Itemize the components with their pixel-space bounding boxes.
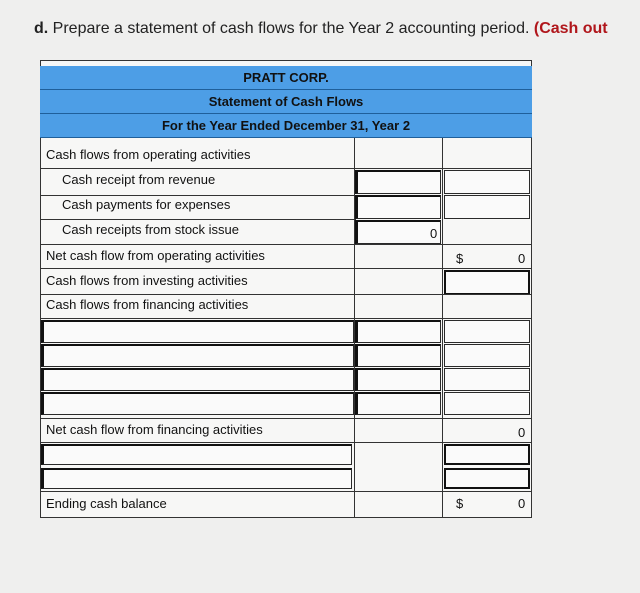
- row-divider: [40, 195, 356, 196]
- blank-row-2-label-input[interactable]: [41, 468, 352, 489]
- row-divider: [40, 418, 532, 419]
- instruction-text: [34, 20, 608, 38]
- question-body: Prepare a statement of cash flows for the Year 2 accounting period.: [52, 20, 530, 37]
- row-divider: [40, 268, 532, 269]
- row-divider: [40, 442, 532, 443]
- blank-row-1-total[interactable]: [444, 444, 530, 465]
- stock-receipts-value: 0: [430, 226, 438, 241]
- expense-payments-input[interactable]: [355, 195, 441, 219]
- statement-title: Statement of Cash Flows: [40, 90, 532, 114]
- stock-receipts-label: Cash receipts from stock issue: [62, 222, 240, 237]
- financing-item-3-amount-input[interactable]: [355, 368, 441, 391]
- row-divider: [40, 168, 532, 169]
- financing-item-2-label-input[interactable]: [41, 344, 354, 367]
- revenue-receipt-label: Cash receipt from revenue: [62, 172, 216, 187]
- investing-activities-label: Cash flows from investing activities: [46, 273, 248, 288]
- revenue-total-cell[interactable]: [444, 170, 530, 194]
- row-divider: [40, 294, 532, 295]
- financing-item-1-total[interactable]: [444, 320, 530, 343]
- revenue-receipt-input[interactable]: [355, 170, 441, 194]
- financing-item-3-total[interactable]: [444, 368, 530, 391]
- row-divider: [40, 318, 532, 319]
- financing-item-4-total[interactable]: [444, 392, 530, 415]
- net-operating-label: Net cash flow from operating activities: [46, 248, 265, 263]
- stock-receipts-input[interactable]: [355, 220, 441, 244]
- row-divider: [40, 219, 356, 220]
- ending-balance-value: 0: [518, 496, 526, 511]
- net-operating-value: 0: [518, 251, 526, 266]
- operating-activities-label: Cash flows from operating activities: [46, 147, 251, 162]
- financing-item-4-label-input[interactable]: [41, 392, 354, 415]
- financing-activities-label: Cash flows from financing activities: [46, 297, 249, 312]
- company-name: PRATT CORP.: [40, 66, 532, 90]
- ending-balance-currency: $: [456, 496, 464, 511]
- financing-item-3-label-input[interactable]: [41, 368, 354, 391]
- statement-period: For the Year Ended December 31, Year 2: [40, 114, 532, 138]
- net-financing-value: 0: [518, 425, 526, 440]
- expense-total-cell[interactable]: [444, 195, 530, 219]
- financing-item-1-label-input[interactable]: [41, 320, 354, 343]
- question-label: d.: [34, 20, 49, 37]
- financing-item-1-amount-input[interactable]: [355, 320, 441, 343]
- blank-row-1-label-input[interactable]: [41, 444, 352, 465]
- financing-item-2-amount-input[interactable]: [355, 344, 441, 367]
- row-divider: [40, 244, 532, 245]
- ending-balance-label: Ending cash balance: [46, 496, 167, 511]
- blank-row-2-total[interactable]: [444, 468, 530, 489]
- expense-payments-label: Cash payments for expenses: [62, 197, 231, 212]
- net-operating-currency: $: [456, 251, 464, 266]
- row-divider: [40, 491, 532, 492]
- financing-item-2-total[interactable]: [444, 344, 530, 367]
- net-investing-input[interactable]: [444, 270, 530, 295]
- net-financing-label: Net cash flow from financing activities: [46, 422, 263, 437]
- column-divider-2: [442, 138, 443, 518]
- financing-item-4-amount-input[interactable]: [355, 392, 441, 415]
- question-note: (Cash out: [533, 20, 608, 37]
